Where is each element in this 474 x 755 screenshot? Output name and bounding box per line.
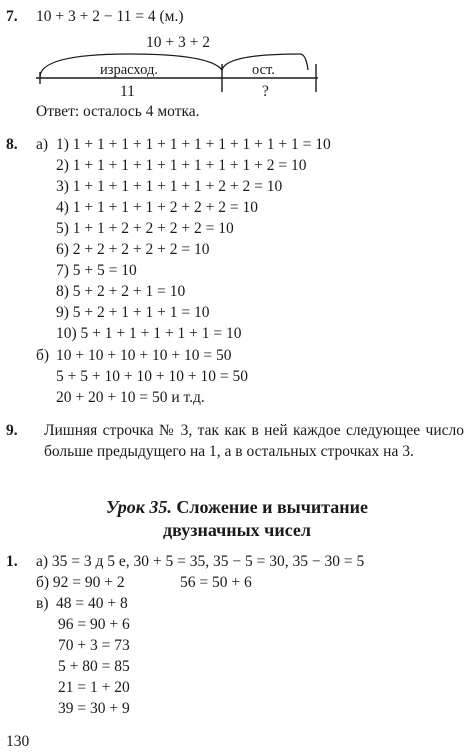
lesson-title xyxy=(0,496,474,518)
problem-7-number: 7. xyxy=(6,8,18,25)
diagram-remaining-label: ост. xyxy=(252,62,275,78)
problem-8-a-line: 7) 5 + 5 = 10 xyxy=(56,262,137,279)
problem-1-part-b-first: б) 92 = 90 + 2 xyxy=(36,574,125,591)
problem-8-a-line: 3) 1 + 1 + 1 + 1 + 1 + 1 + 2 + 2 = 10 xyxy=(56,178,283,195)
diagram-top-label: 10 + 3 + 2 xyxy=(146,34,210,51)
problem-9-text: Лишняя строчка № 3, так как в ней каждое следующее число больше предыдущего на 1, а в остальных строчках на 3. xyxy=(44,422,464,460)
problem-8-part-b-label: б) xyxy=(36,347,50,364)
problem-8-a-line: 10) 5 + 1 + 1 + 1 + 1 + 1 = 10 xyxy=(56,325,242,342)
problem-8-a-line: 2) 1 + 1 + 1 + 1 + 1 + 1 + 1 + 1 + 2 = 10 xyxy=(56,157,307,174)
problem-8-b-line: 10 + 10 + 10 + 10 + 10 = 50 xyxy=(56,347,232,364)
problem-8-a-line: 8) 5 + 2 + 2 + 1 = 10 xyxy=(56,283,186,300)
problem-1-part-a: а) 35 = 3 д 5 е, 30 + 5 = 35, 35 − 5 = 30, 35 − 30 = 5 xyxy=(36,553,365,570)
diagram-spent-label: израсход. xyxy=(100,62,158,78)
problem-1-part-v-label: в) xyxy=(36,595,49,612)
problem-8-b-line: 5 + 5 + 10 + 10 + 10 + 10 = 50 xyxy=(56,368,248,385)
problem-7-expression: 10 + 3 + 2 − 11 = 4 (м.) xyxy=(36,8,184,25)
lesson-title-text: Сложение и вычитание xyxy=(171,497,369,517)
problem-8-number: 8. xyxy=(6,136,18,153)
problem-1-number: 1. xyxy=(6,553,18,570)
problem-8-b-line: 20 + 20 + 10 = 50 и т.д. xyxy=(56,389,205,406)
lesson-title-line-2: двузначных чисел xyxy=(163,520,311,540)
problem-1-v-line: 39 = 30 + 9 xyxy=(58,700,130,717)
problem-1-part-b-second: 56 = 50 + 6 xyxy=(180,574,252,591)
problem-8-a-line: 5) 1 + 1 + 2 + 2 + 2 + 2 = 10 xyxy=(56,220,234,237)
problem-8-a-line: 4) 1 + 1 + 1 + 1 + 2 + 2 + 2 = 10 xyxy=(56,199,258,216)
problem-1-v-line: 48 = 40 + 8 xyxy=(56,595,128,612)
problem-8-a-line: 6) 2 + 2 + 2 + 2 + 2 = 10 xyxy=(56,241,210,258)
problem-1-v-line: 96 = 90 + 6 xyxy=(58,616,130,633)
diagram-remaining-value: ? xyxy=(262,83,269,100)
diagram-spent-value: 11 xyxy=(120,83,135,100)
page-number: 130 xyxy=(6,733,30,750)
problem-8-part-a-label: а) xyxy=(36,136,49,153)
lesson-number: Урок 35. xyxy=(105,497,172,517)
problem-8-a-line: 9) 5 + 2 + 1 + 1 + 1 = 10 xyxy=(56,304,210,321)
problem-7-answer: Ответ: осталось 4 мотка. xyxy=(36,103,200,120)
problem-9-number: 9. xyxy=(6,422,18,439)
problem-1-v-line: 70 + 3 = 73 xyxy=(58,637,130,654)
problem-1-v-line: 5 + 80 = 85 xyxy=(58,658,130,675)
problem-8-a-line: 1) 1 + 1 + 1 + 1 + 1 + 1 + 1 + 1 + 1 + 1 = 10 xyxy=(56,136,331,153)
problem-1-v-line: 21 = 1 + 20 xyxy=(58,679,130,696)
